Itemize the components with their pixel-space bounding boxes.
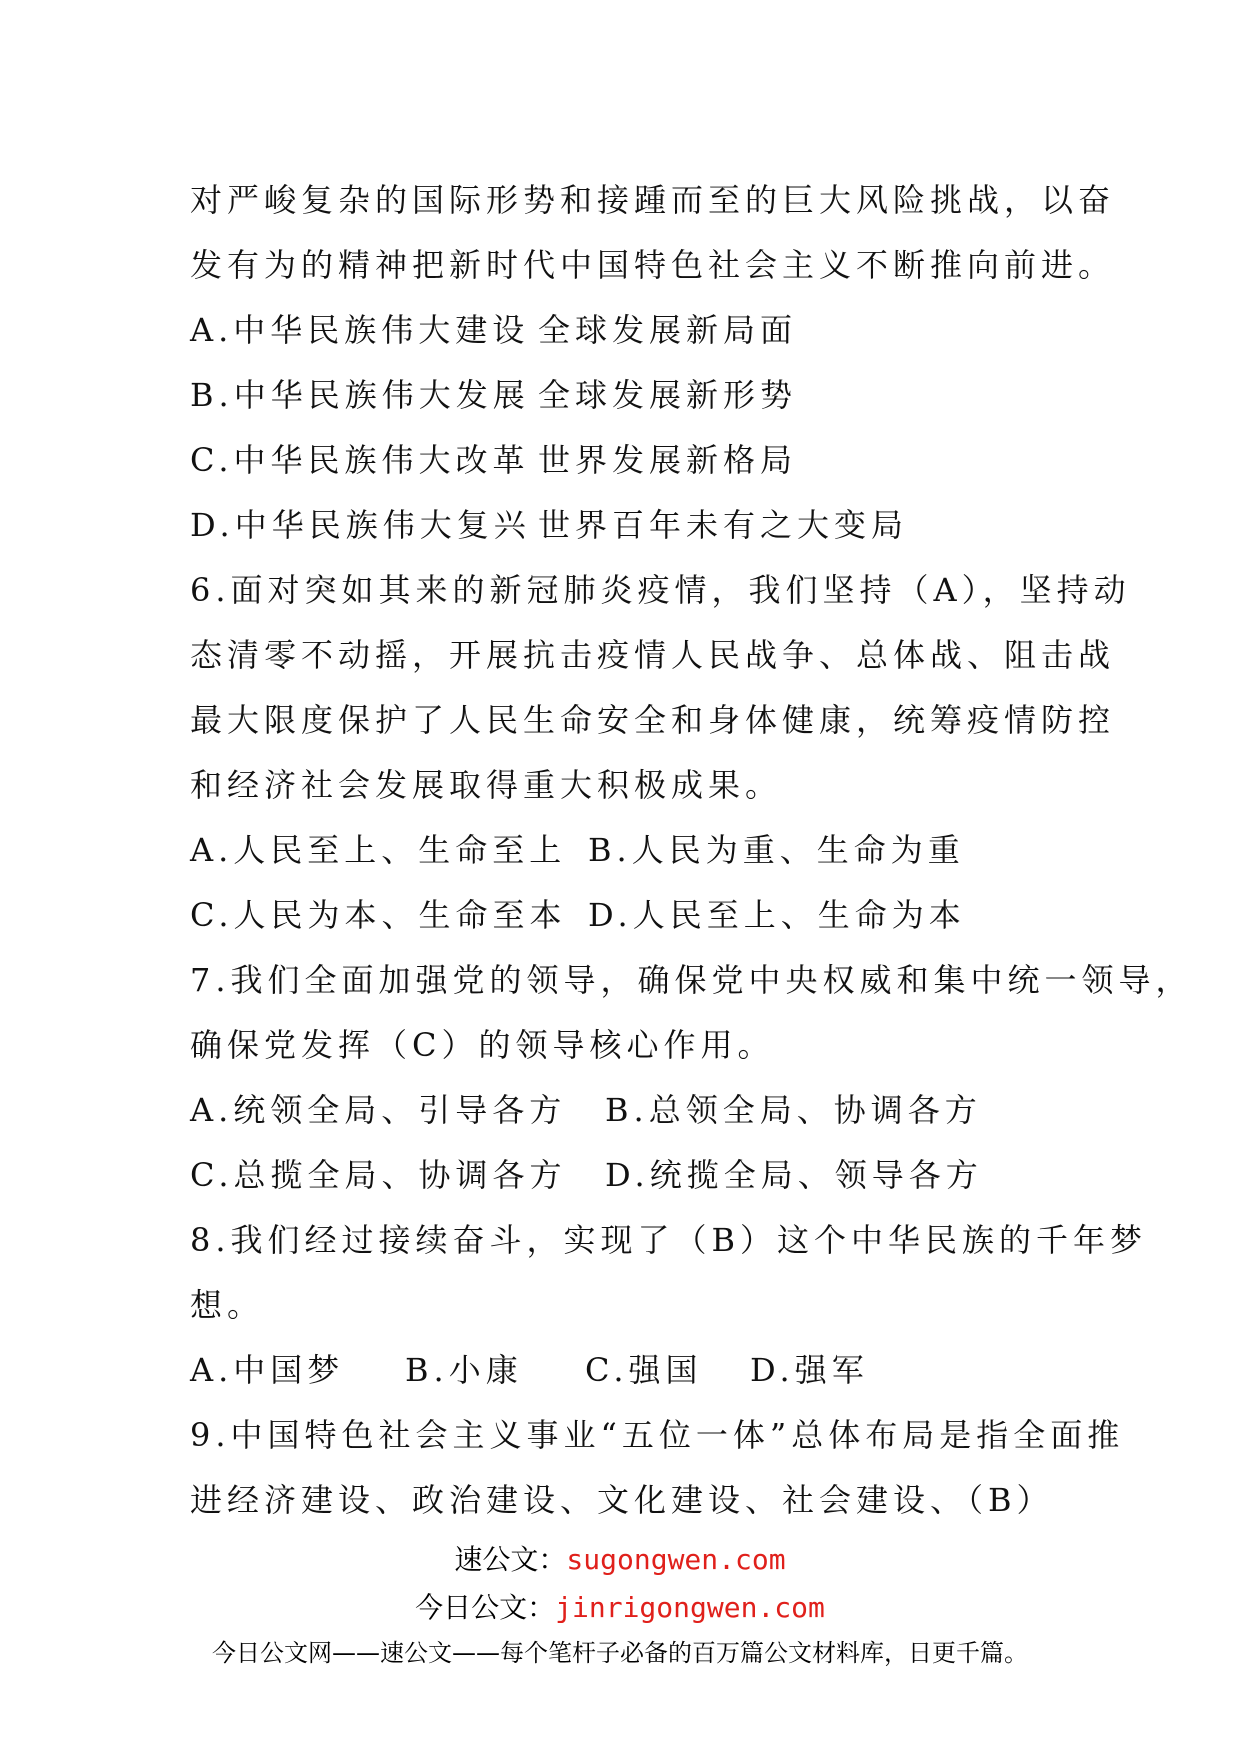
q5-option-b-right: 全球发展新形势 (538, 376, 798, 414)
q8-option-c: C.强国 (585, 1351, 703, 1389)
footer-sugongwen (0, 1540, 1240, 1580)
q5-option-a (190, 298, 1070, 363)
q7-line-1: 7.我们全面加强党的领导，确保党中央权威和集中统一领导， (190, 961, 1193, 999)
q6-line-3: 最大限度保护了人民生命安全和身体健康，统筹疫情防控 (190, 701, 1116, 739)
q5-option-d-right: 世界百年未有之大变局 (538, 506, 909, 544)
q5-option-d (190, 493, 1070, 558)
q9-line-1: 9.中国特色社会主义事业“五位一体”总体布局是指全面推 (190, 1416, 1125, 1454)
q7-line-2: 确保党发挥（C）的领导核心作用。 (190, 1026, 775, 1064)
q5-option-d-left: D.中华民族伟大复兴 (190, 506, 531, 544)
footer-jinrigongwen-link[interactable]: jinrigongwen.com (555, 1591, 825, 1624)
q6-option-d: D.人民至上、生命为本 (588, 896, 966, 934)
q5-option-c-left: C.中华民族伟大改革 (190, 441, 530, 479)
q5-option-a-right: 全球发展新局面 (538, 311, 798, 349)
footer-sugongwen-link[interactable]: sugongwen.com (566, 1543, 786, 1576)
footer-slogan: 今日公文网——速公文——每个笔杆子必备的百万篇公文材料库，日更千篇。 (212, 1639, 1028, 1667)
q6-line-1: 6.面对突如其来的新冠肺炎疫情，我们坚持（A），坚持动 (190, 571, 1131, 609)
q7-option-d: D.统揽全局、领导各方 (605, 1156, 983, 1194)
document-body (190, 168, 1193, 1533)
q5-option-b (190, 363, 1070, 428)
q7-option-c: C.总揽全局、协调各方 (190, 1156, 567, 1194)
q8-option-b: B.小康 (405, 1351, 523, 1389)
q6-option-a: A.人民至上、生命至上 (190, 831, 567, 869)
q7-options-row-2 (190, 1143, 1070, 1208)
q5-option-c-right: 世界发展新格局 (538, 441, 798, 479)
q5-option-c (190, 428, 1070, 493)
q9-line-2: 进经济建设、政治建设、文化建设、社会建设、（B） (190, 1481, 1054, 1519)
q6-options-row-2 (190, 883, 1070, 948)
q5-option-b-left: B.中华民族伟大发展 (190, 376, 530, 414)
q8-option-a: A.中国梦 (190, 1351, 345, 1389)
q7-option-b: B.总领全局、协调各方 (605, 1091, 982, 1129)
q8-options-row (190, 1338, 1070, 1403)
q6-options-row-1 (190, 818, 1070, 883)
q8-line-1: 8.我们经过接续奋斗，实现了（B）这个中华民族的千年梦 (190, 1221, 1148, 1259)
q6-line-2: 态清零不动摇，开展抗击疫情人民战争、总体战、阻击战 (190, 636, 1116, 674)
q6-option-b: B.人民为重、生命为重 (588, 831, 965, 869)
intro-line-1: 对严峻复杂的国际形势和接踵而至的巨大风险挑战，以奋 (190, 181, 1116, 219)
q7-options-row-1 (190, 1078, 1070, 1143)
q8-option-d: D.强军 (750, 1351, 869, 1389)
footer-jinrigongwen-label: 今日公文： (415, 1591, 556, 1624)
q6-option-c: C.人民为本、生命至本 (190, 896, 567, 934)
q8-line-2: 想。 (190, 1286, 265, 1324)
footer-jinrigongwen (0, 1588, 1240, 1628)
q6-line-4: 和经济社会发展取得重大积极成果。 (190, 766, 783, 804)
footer-sugongwen-label: 速公文： (454, 1543, 567, 1576)
intro-line-2: 发有为的精神把新时代中国特色社会主义不断推向前进。 (190, 246, 1116, 284)
q5-option-a-left: A.中华民族伟大建设 (190, 311, 530, 349)
q7-option-a: A.统领全局、引导各方 (190, 1091, 567, 1129)
